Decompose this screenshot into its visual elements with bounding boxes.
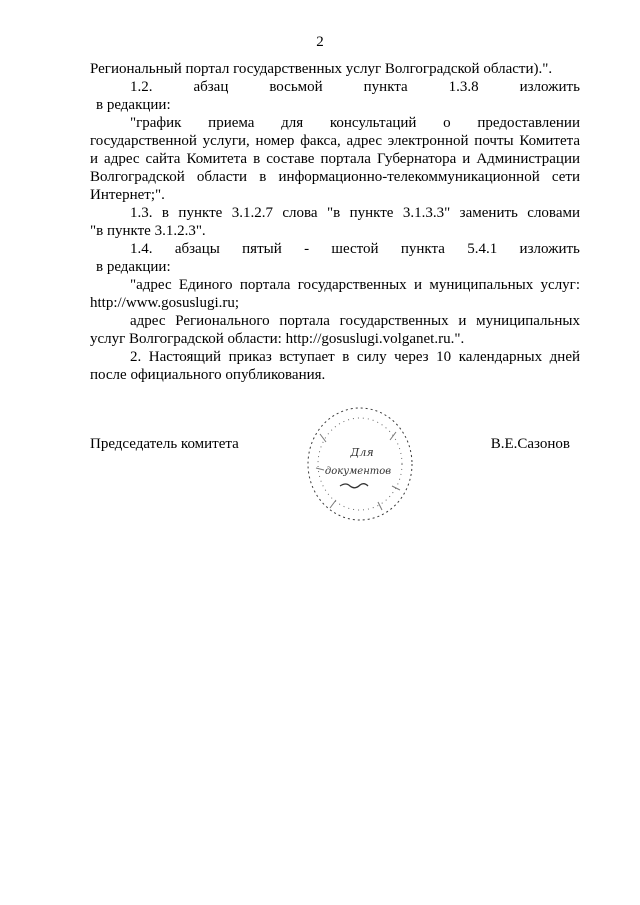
word: восьмой [269,79,323,95]
text-line: "в пункте 3.1.2.3". [90,223,206,239]
text-line: в редакции: [96,97,171,113]
text-line: 2. Настоящий приказ вступает в силу через 10 календарных дней [130,349,580,365]
word: пункта [363,79,408,95]
text-line: Интернет;". [90,187,165,203]
text-line: Региональный портал государственных услуг Волгоградской области).". [90,61,553,77]
text-line: услуг Волгоградской области: http://gosuslugi.volganet.ru.". [90,331,465,347]
word: пятый [242,241,282,257]
stamp-scribble-icon [340,484,368,488]
text-line: 1.3. в пункте 3.1.2.7 слова "в пункте 3.1.3.3" заменить словами [130,205,580,221]
stamp-text: документов [324,466,392,477]
signer-name: В.Е.Сазонов [490,436,570,452]
word: 1.4. [130,241,153,257]
signer-title: Председатель комитета [90,436,239,452]
text-line-spread [90,240,580,258]
text-line: "адрес Единого портала государственных и муниципальных услуг: [130,277,580,293]
text-line: http://www.gosuslugi.ru; [90,295,240,311]
word: изложить [519,79,580,95]
word: пункта [400,241,445,257]
text-line: после официального опубликования. [90,367,326,383]
text-line: в редакции: [96,259,171,275]
word: изложить [519,241,580,257]
text-line: и адрес сайта Комитета в составе портала Губернатора и Администрации [90,151,580,167]
word: абзац [193,79,229,95]
word: 1.3.8 [448,79,479,95]
stamp-text: Для [350,446,374,459]
word: 5.4.1 [467,241,498,257]
document-body [90,60,580,384]
word: абзацы [174,241,220,257]
page-number: 2 [316,34,324,50]
text-line: государственной услуги, номер факса, адрес электронной почты Комитета [90,133,580,149]
round-stamp-icon [300,398,420,528]
word: 1.2. [130,79,153,95]
text-line: адрес Регионального портала государственных и муниципальных [130,313,580,329]
text-line: "график приема для консультаций о предоставлении [130,115,580,131]
word: шестой [331,241,379,257]
text-line: Волгоградской области в информационно-телекоммуникационной сети [90,169,580,185]
word: - [304,241,310,257]
text-line-spread [90,78,580,96]
